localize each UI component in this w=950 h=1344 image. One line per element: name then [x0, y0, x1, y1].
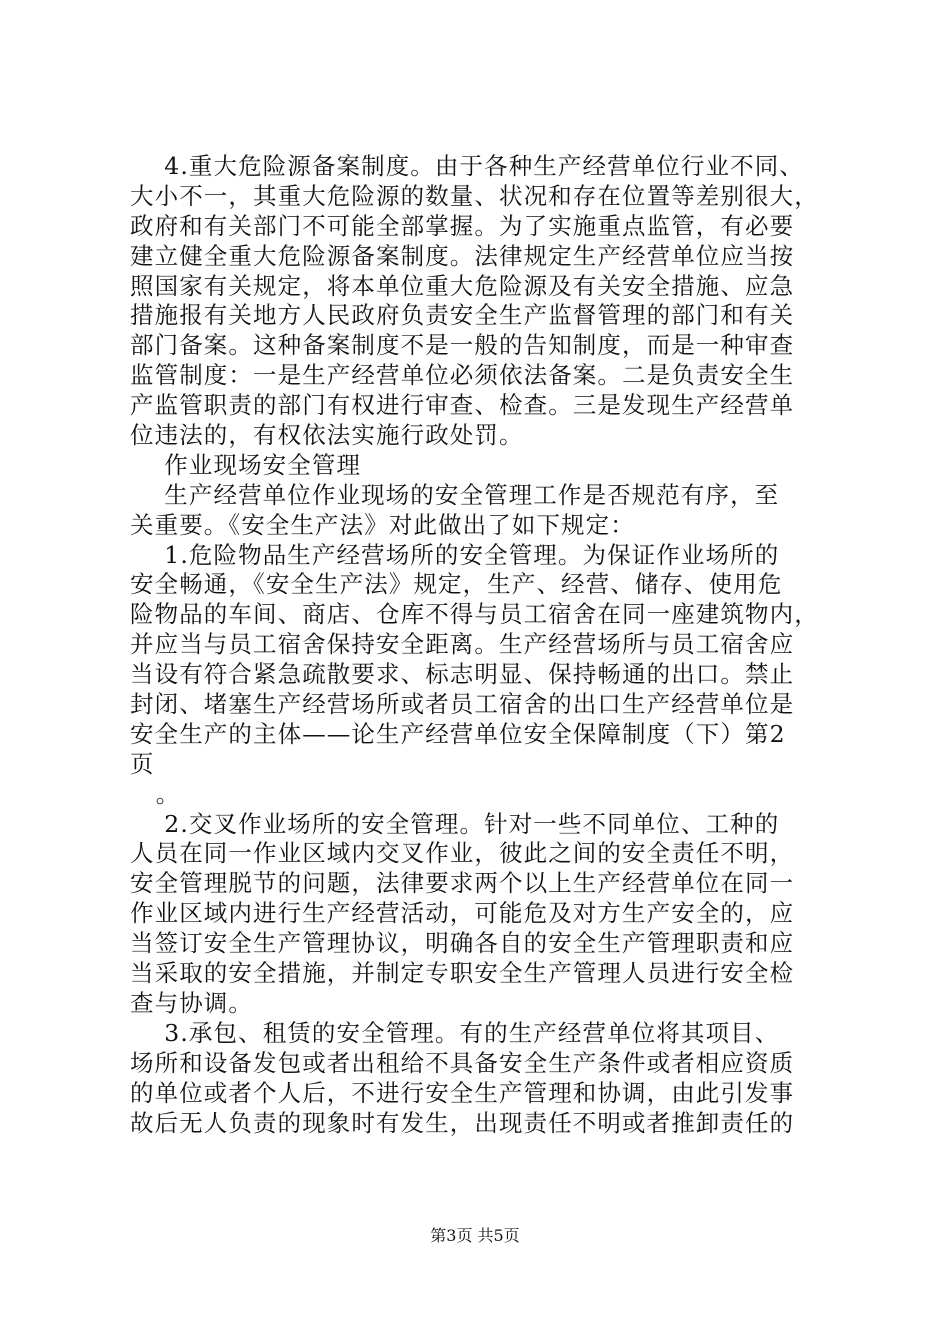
text-line: 3.承包、租赁的安全管理。有的生产经营单位将其项目、	[130, 1018, 780, 1047]
text-line: 作业现场安全管理	[130, 450, 362, 479]
text-line: 页	[130, 749, 155, 778]
text-line: 。	[130, 779, 181, 808]
text-line: 关重要。《安全生产法》对此做出了如下规定：	[130, 510, 635, 539]
text-line: 政府和有关部门不可能全部掌握。为了实施重点监管，有必要	[130, 211, 795, 240]
text-line: 部门备案。这种备案制度不是一般的告知制度，而是一种审查	[130, 331, 795, 360]
text-line: 并应当与员工宿舍保持安全距离。生产经营场所与员工宿舍应	[130, 630, 795, 659]
text-line: 封闭、堵塞生产经营场所或者员工宿舍的出口生产经营单位是	[130, 690, 795, 719]
text-line: 人员在同一作业区域内交叉作业，彼此之间的安全责任不明，	[130, 839, 795, 868]
text-line: 查与协调。	[130, 988, 253, 1017]
text-line: 安全管理脱节的问题，法律要求两个以上生产经营单位在同一	[130, 869, 795, 898]
text-line: 的单位或者个人后，不进行安全生产管理和协调，由此引发事	[130, 1078, 795, 1107]
text-line: 当采取的安全措施，并制定专职安全生产管理人员进行安全检	[130, 959, 795, 988]
text-line: 险物品的车间、商店、仓库不得与员工宿舍在同一座建筑物内，	[130, 600, 819, 629]
text-line: 安全畅通，《安全生产法》规定，生产、经营、储存、使用危	[130, 570, 783, 599]
text-line: 大小不一，其重大危险源的数量、状况和存在位置等差别很大，	[130, 181, 819, 210]
text-line: 1.危险物品生产经营场所的安全管理。为保证作业场所的	[130, 540, 780, 569]
text-line: 安全生产的主体——论生产经营单位安全保障制度（下）第2	[130, 719, 786, 748]
text-line: 当签订安全生产管理协议，明确各自的安全生产管理职责和应	[130, 929, 795, 958]
text-line: 位违法的，有权依法实施行政处罚。	[130, 421, 524, 450]
page-footer: 第3页 共5页	[430, 1226, 520, 1245]
text-line: 作业区域内进行生产经营活动，可能危及对方生产安全的，应	[130, 899, 795, 928]
text-line: 监管制度：一是生产经营单位必须依法备案。二是负责安全生	[130, 361, 795, 390]
text-line: 照国家有关规定，将本单位重大危险源及有关安全措施、应急	[130, 271, 795, 300]
text-line: 故后无人负责的现象时有发生，出现责任不明或者推卸责任的	[130, 1108, 795, 1137]
text-line: 措施报有关地方人民政府负责安全生产监督管理的部门和有关	[130, 301, 795, 330]
text-line: 场所和设备发包或者出租给不具备安全生产条件或者相应资质	[130, 1048, 795, 1077]
text-line: 建立健全重大危险源备案制度。法律规定生产经营单位应当按	[130, 241, 795, 270]
text-line: 生产经营单位作业现场的安全管理工作是否规范有序，至	[130, 480, 780, 509]
text-line: 产监管职责的部门有权进行审查、检查。三是发现生产经营单	[130, 391, 795, 420]
text-line: 4.重大危险源备案制度。由于各种生产经营单位行业不同、	[130, 152, 804, 180]
text-line: 2.交叉作业场所的安全管理。针对一些不同单位、工种的	[130, 809, 780, 838]
document-body	[130, 152, 832, 1138]
text-line: 当设有符合紧急疏散要求、标志明显、保持畅通的出口。禁止	[130, 660, 795, 689]
